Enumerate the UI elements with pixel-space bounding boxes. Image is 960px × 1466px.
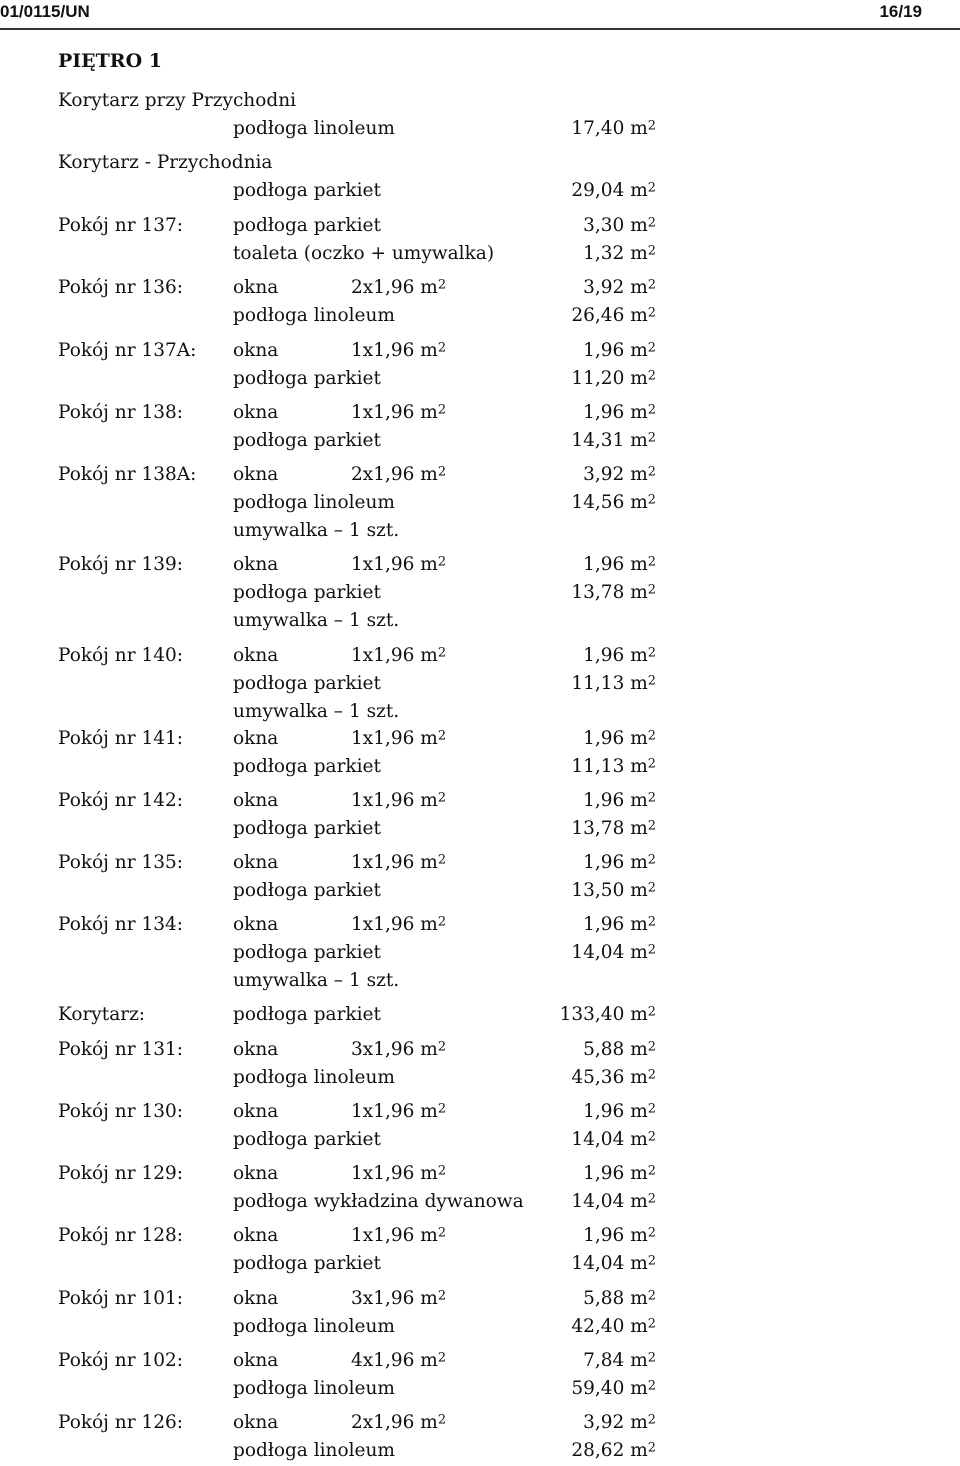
item-line [58,610,938,636]
item-description: okna [233,1225,279,1246]
item-description: podłoga parkiet [233,368,381,389]
area-value: 1,96 $m^2$ [583,1163,656,1184]
room-entry-line [58,1101,938,1127]
unit-superscript: 2 [647,756,656,772]
room-name: Pokój nr 131: [58,1039,183,1060]
unit-superscript: 2 [647,1129,656,1145]
item-description: okna [233,277,279,298]
area-value: 1,32 $m^2$ [583,243,656,264]
unit-superscript: 2 [647,942,656,958]
room-entry-line [58,1225,938,1251]
room-name: Pokój nr 138A: [58,464,197,485]
item-description: podłoga linoleum [233,305,395,326]
item-line [58,880,938,906]
area-value: 14,04 $m^2$ [571,1253,656,1274]
item-description: podłoga parkiet [233,582,381,603]
unit-superscript: 2 [437,1350,447,1366]
unit-superscript: 2 [647,464,656,480]
area-value: 11,20 $m^2$ [571,368,656,389]
room-entry-line [58,277,938,303]
unit-superscript: 2 [437,1163,447,1179]
item-description: podłoga linoleum [233,1378,395,1399]
header-divider [0,28,960,30]
unit-superscript: 2 [437,1101,447,1117]
item-description: podłoga wykładzina dywanowa [233,1191,524,1212]
unit-superscript: 2 [647,243,656,259]
item-description: podłoga parkiet [233,818,381,839]
unit-superscript: 2 [647,368,656,384]
item-description: podłoga linoleum [233,118,395,139]
unit-superscript: 2 [647,1191,656,1207]
unit-superscript: 2 [647,1440,656,1456]
item-description: okna [233,340,279,361]
unit-superscript: 2 [647,554,656,570]
unit-superscript: 2 [437,645,447,661]
item-description: okna [233,914,279,935]
room-name: Pokój nr 137: [58,215,183,236]
unit-superscript: 2 [437,464,447,480]
unit-superscript: 2 [647,582,656,598]
item-line [58,180,938,206]
area-value: 5,88 $m^2$ [583,1288,656,1309]
item-description: podłoga parkiet [233,180,381,201]
unit-superscript: 2 [647,1067,656,1083]
unit-superscript: 2 [437,914,447,930]
area-value: 17,40 $m^2$ [571,118,656,139]
window-calculation: 1x1,96 $m^2$ [351,402,447,423]
item-description: podłoga parkiet [233,942,381,963]
unit-superscript: 2 [647,1316,656,1332]
area-value: 26,46 $m^2$ [571,305,656,326]
item-description: okna [233,1412,279,1433]
window-calculation: 4x1,96 $m^2$ [351,1350,447,1371]
unit-superscript: 2 [647,852,656,868]
area-value: 14,31 $m^2$ [571,430,656,451]
item-line [58,305,938,331]
unit-superscript: 2 [647,1004,656,1020]
area-value: 13,50 $m^2$ [571,880,656,901]
unit-superscript: 2 [647,1378,656,1394]
room-name: Pokój nr 129: [58,1163,183,1184]
item-line [58,368,938,394]
unit-superscript: 2 [437,852,447,868]
room-name: Korytarz - Przychodnia [58,152,273,173]
item-line [58,520,938,546]
item-line [58,1440,938,1466]
room-name: Pokój nr 134: [58,914,183,935]
room-name: Pokój nr 138: [58,402,183,423]
area-value: 11,13 $m^2$ [571,673,656,694]
room-entry-line [58,215,938,241]
area-value: 14,56 $m^2$ [571,492,656,513]
room-entry-line [58,90,938,116]
area-value: 59,40 $m^2$ [571,1378,656,1399]
window-calculation: 1x1,96 $m^2$ [351,645,447,666]
item-description: okna [233,790,279,811]
area-value: 3,92 $m^2$ [583,1412,656,1433]
area-value: 11,13 $m^2$ [571,756,656,777]
item-line [58,430,938,456]
area-value: 1,96 $m^2$ [583,1225,656,1246]
area-value: 1,96 $m^2$ [583,852,656,873]
window-calculation: 2x1,96 $m^2$ [351,464,447,485]
room-entry-line [58,402,938,428]
item-line [58,243,938,269]
item-description: okna [233,554,279,575]
unit-superscript: 2 [437,1039,447,1055]
unit-superscript: 2 [647,305,656,321]
room-entry-line [58,790,938,816]
item-description: podłoga linoleum [233,1316,395,1337]
window-calculation: 1x1,96 $m^2$ [351,554,447,575]
unit-superscript: 2 [647,1412,656,1428]
item-line [58,1129,938,1155]
area-value: 1,96 $m^2$ [583,1101,656,1122]
window-calculation: 2x1,96 $m^2$ [351,1412,447,1433]
room-name: Pokój nr 141: [58,728,183,749]
area-value: 3,92 $m^2$ [583,277,656,298]
page-number: 16/19 [879,2,922,21]
item-description: okna [233,1101,279,1122]
unit-superscript: 2 [437,402,447,418]
item-description: podłoga parkiet [233,756,381,777]
area-value: 1,96 $m^2$ [583,340,656,361]
unit-superscript: 2 [647,728,656,744]
unit-superscript: 2 [647,215,656,231]
area-value: 42,40 $m^2$ [571,1316,656,1337]
room-entry-line [58,1163,938,1189]
item-line [58,1316,938,1342]
area-value: 7,84 $m^2$ [583,1350,656,1371]
unit-superscript: 2 [647,1163,656,1179]
unit-superscript: 2 [437,340,447,356]
unit-superscript: 2 [647,645,656,661]
room-name: Pokój nr 139: [58,554,183,575]
area-value: 1,96 $m^2$ [583,554,656,575]
item-description: podłoga parkiet [233,1253,381,1274]
unit-superscript: 2 [437,1288,447,1304]
room-entry-line [58,1004,938,1030]
room-name: Korytarz: [58,1004,146,1025]
item-description: okna [233,1039,279,1060]
item-line [58,970,938,996]
item-line [58,1253,938,1279]
room-entry-line [58,645,938,671]
room-entry-line [58,464,938,490]
room-name: Korytarz przy Przychodni [58,90,297,111]
room-entry-line [58,1288,938,1314]
item-line [58,756,938,782]
room-name: Pokój nr 135: [58,852,183,873]
item-description: podłoga parkiet [233,215,381,236]
unit-superscript: 2 [647,818,656,834]
unit-superscript: 2 [647,1225,656,1241]
item-description: podłoga parkiet [233,430,381,451]
unit-superscript: 2 [647,790,656,806]
item-description: podłoga linoleum [233,1440,395,1461]
item-description: podłoga linoleum [233,1067,395,1088]
page-header [0,0,960,30]
item-line [58,1378,938,1404]
item-description: podłoga parkiet [233,1004,381,1025]
area-value: 28,62 $m^2$ [571,1440,656,1461]
unit-superscript: 2 [437,1225,447,1241]
room-entry-line [58,1039,938,1065]
item-description: podłoga parkiet [233,880,381,901]
area-value: 3,92 $m^2$ [583,464,656,485]
window-calculation: 1x1,96 $m^2$ [351,914,447,935]
window-calculation: 1x1,96 $m^2$ [351,1163,447,1184]
item-description: okna [233,852,279,873]
item-description: podłoga parkiet [233,1129,381,1150]
room-name: Pokój nr 137A: [58,340,197,361]
room-entry-line [58,728,938,754]
unit-superscript: 2 [647,1101,656,1117]
room-name: Pokój nr 130: [58,1101,183,1122]
area-value: 1,96 $m^2$ [583,402,656,423]
item-description: podłoga parkiet [233,673,381,694]
unit-superscript: 2 [647,673,656,689]
item-line [58,492,938,518]
item-description: toaleta (oczko + umywalka) [233,243,495,264]
area-value: 14,04 $m^2$ [571,1191,656,1212]
window-calculation: 1x1,96 $m^2$ [351,1225,447,1246]
area-value: 29,04 $m^2$ [571,180,656,201]
window-calculation: 1x1,96 $m^2$ [351,1101,447,1122]
room-entry-line [58,914,938,940]
item-line [58,1067,938,1093]
item-description: umywalka – 1 szt. [233,610,400,631]
item-line [58,701,938,727]
unit-superscript: 2 [437,790,447,806]
unit-superscript: 2 [647,118,656,134]
area-value: 1,96 $m^2$ [583,728,656,749]
room-entry-line [58,1412,938,1438]
window-calculation: 3x1,96 $m^2$ [351,1039,447,1060]
unit-superscript: 2 [647,277,656,293]
unit-superscript: 2 [647,1288,656,1304]
room-name: Pokój nr 126: [58,1412,183,1433]
document-id: 01/0115/UN [0,2,90,21]
area-value: 1,96 $m^2$ [583,645,656,666]
window-calculation: 2x1,96 $m^2$ [351,277,447,298]
unit-superscript: 2 [437,554,447,570]
area-value: 1,96 $m^2$ [583,790,656,811]
item-description: okna [233,1350,279,1371]
room-name: Pokój nr 140: [58,645,183,666]
room-name: Pokój nr 136: [58,277,183,298]
area-value: 14,04 $m^2$ [571,1129,656,1150]
item-line [58,118,938,144]
unit-superscript: 2 [647,880,656,896]
area-value: 14,04 $m^2$ [571,942,656,963]
item-description: okna [233,645,279,666]
unit-superscript: 2 [647,492,656,508]
section-heading: PIĘTRO 1 [58,50,162,72]
room-name: Pokój nr 128: [58,1225,183,1246]
item-description: okna [233,1288,279,1309]
item-description: umywalka – 1 szt. [233,701,400,722]
unit-superscript: 2 [647,340,656,356]
item-line [58,942,938,968]
item-description: okna [233,1163,279,1184]
area-value: 3,30 $m^2$ [583,215,656,236]
unit-superscript: 2 [647,914,656,930]
item-line [58,1191,938,1217]
room-name: Pokój nr 142: [58,790,183,811]
item-description: okna [233,464,279,485]
unit-superscript: 2 [437,1412,447,1428]
window-calculation: 1x1,96 $m^2$ [351,852,447,873]
unit-superscript: 2 [647,402,656,418]
item-line [58,582,938,608]
item-line [58,818,938,844]
item-description: umywalka – 1 szt. [233,520,400,541]
unit-superscript: 2 [647,430,656,446]
window-calculation: 3x1,96 $m^2$ [351,1288,447,1309]
room-entry-line [58,340,938,366]
item-description: okna [233,402,279,423]
item-description: podłoga linoleum [233,492,395,513]
unit-superscript: 2 [647,1253,656,1269]
room-name: Pokój nr 102: [58,1350,183,1371]
area-value: 13,78 $m^2$ [571,818,656,839]
room-entry-line [58,1350,938,1376]
window-calculation: 1x1,96 $m^2$ [351,790,447,811]
unit-superscript: 2 [647,180,656,196]
item-description: umywalka – 1 szt. [233,970,400,991]
area-value: 45,36 $m^2$ [571,1067,656,1088]
unit-superscript: 2 [647,1350,656,1366]
area-value: 133,40 $m^2$ [559,1004,656,1025]
item-line [58,673,938,699]
room-name: Pokój nr 101: [58,1288,183,1309]
area-value: 1,96 $m^2$ [583,914,656,935]
room-entry-line [58,852,938,878]
item-description: okna [233,728,279,749]
unit-superscript: 2 [437,277,447,293]
area-value: 13,78 $m^2$ [571,582,656,603]
window-calculation: 1x1,96 $m^2$ [351,728,447,749]
unit-superscript: 2 [647,1039,656,1055]
room-entry-line [58,152,938,178]
window-calculation: 1x1,96 $m^2$ [351,340,447,361]
room-entry-line [58,554,938,580]
unit-superscript: 2 [437,728,447,744]
area-value: 5,88 $m^2$ [583,1039,656,1060]
